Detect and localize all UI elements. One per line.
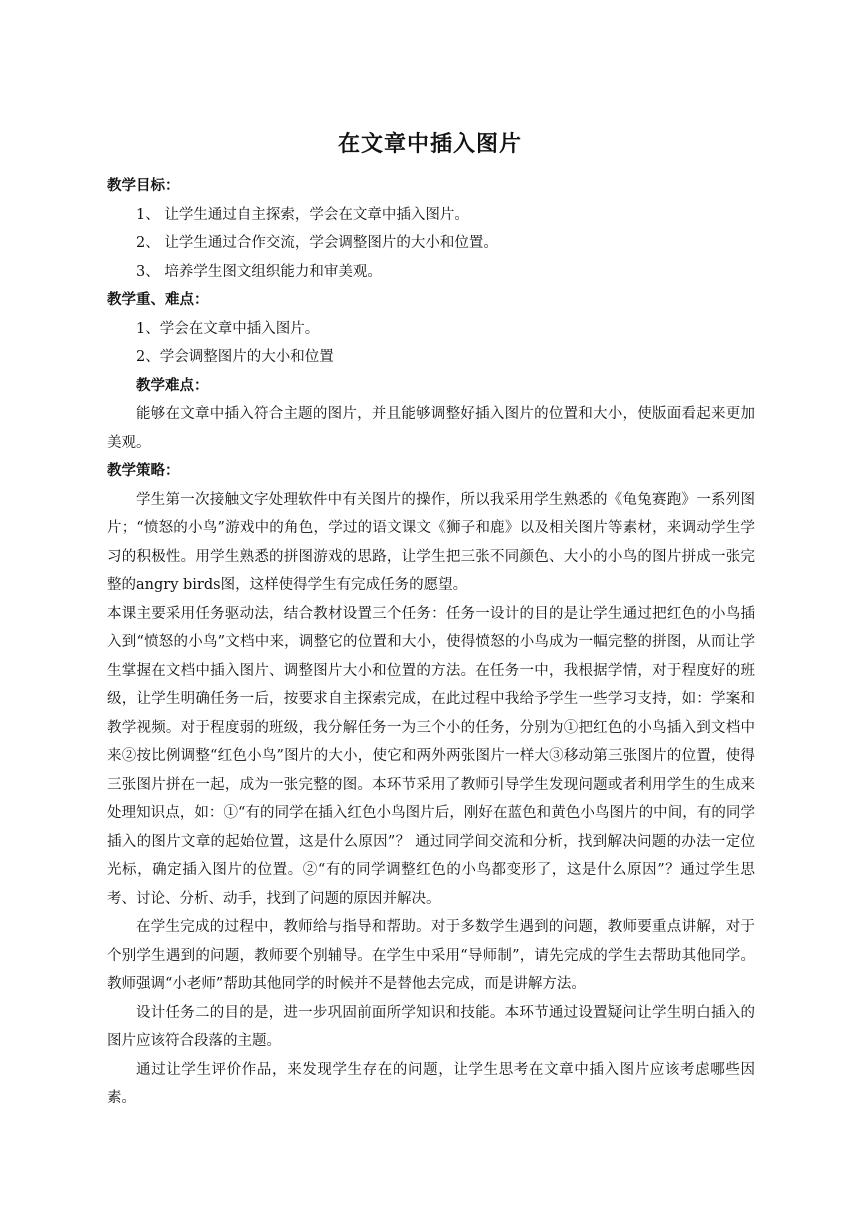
key-points-heading: 教学重、难点： [107, 291, 209, 308]
strategy-paragraph-2: 本课主要采用任务驱动法，结合教材设置三个任务：任务一设计的目的是让学生通过把红色的小鸟插入到“愤怒的小鸟”文档中来，调整它的位置和大小，使得愤怒的小鸟成为一幅完整的拼图，从而让学生掌握在文档中插入图片、调整图片大小和位置的方法。在任务一中，我根据学情，对于程度好的班级，让学生明确任务一后，按要求自主探索完成，在此过程中我给予学生一些学习支持，如：学案和教学视频。对于程度弱的班级，我分解任务一为三个小的任务，分别为①把红色的小鸟插入到文档中来②按比例调整“红色小鸟”图片的大小，使它和两外两张图片一样大③移动第三张图片的位置，使得三张图片拼在一起，成为一张完整的图。本环节采用了教师引导学生发现问题或者利用学生的生成来处理知识点，如：①“有的同学在插入红色小鸟图片后，刚好在蓝色和黄色小鸟图片的中间，有的同学插入的图片文章的起始位置，这是什么原因”？ 通过同学间交流和分析，找到解决问题的办法一定位光标，确定插入图片的位置。②“有的同学调整红色的小鸟都变形了，这是什么原因”？通过学生思考、讨论、分析、动手，找到了问题的原因并解决。 [107, 605, 755, 907]
strategy-paragraph-4: 设计任务二的目的是，进一步巩固前面所学知识和技能。本环节通过设置疑问让学生明白插入的图片应该符合段落的主题。 [107, 1004, 755, 1049]
goal-item-1: 1、 让学生通过自主探索，学会在文章中插入图片。 [136, 206, 469, 223]
strategy-paragraph-5: 通过让学生评价作品，来发现学生存在的问题，让学生思考在文章中插入图片应该考虑哪些因素。 [107, 1061, 755, 1106]
goals-heading: 教学目标： [107, 177, 180, 194]
key-point-item-1: 1、学会在文章中插入图片。 [136, 320, 320, 337]
page-title: 在文章中插入图片 [337, 131, 522, 157]
document-body [107, 172, 755, 1113]
goal-item-2: 2、 让学生通过合作交流，学会调整图片的大小和位置。 [136, 235, 498, 251]
strategy-paragraph-3: 在学生完成的过程中，教师给与指导和帮助。对于多数学生遇到的问题，教师要重点讲解，对于个别学生遇到的问题，教师要个别辅导。在学生中采用“导师制”，请先完成的学生去帮助其他同学。教师强调“小老师”帮助其他同学的时候并不是替他去完成，而是讲解方法。 [107, 919, 755, 992]
strategy-paragraph-1: 学生第一次接触文字处理软件中有关图片的操作，所以我采用学生熟悉的《龟兔赛跑》一系列图片；“愤怒的小鸟”游戏中的角色，学过的语文课文《狮子和鹿》以及相关图片等素材，来调动学生学习的积极性。用学生熟悉的拼图游戏的思路，让学生把三张不同颜色、大小的小鸟的图片拼成一张完整的angry birds图，这样使得学生有完成任务的愿望。 [107, 491, 755, 593]
difficulty-heading: 教学难点： [136, 376, 209, 394]
strategy-heading: 教学策略： [107, 462, 180, 479]
goal-item-3: 3、 培养学生图文组织能力和审美观。 [136, 263, 382, 280]
key-point-item-2: 2、学会调整图片的大小和位置 [136, 349, 334, 365]
difficulty-text: 能够在文章中插入符合主题的图片，并且能够调整好插入图片的位置和大小，使版面看起来更加美观。 [107, 406, 755, 451]
